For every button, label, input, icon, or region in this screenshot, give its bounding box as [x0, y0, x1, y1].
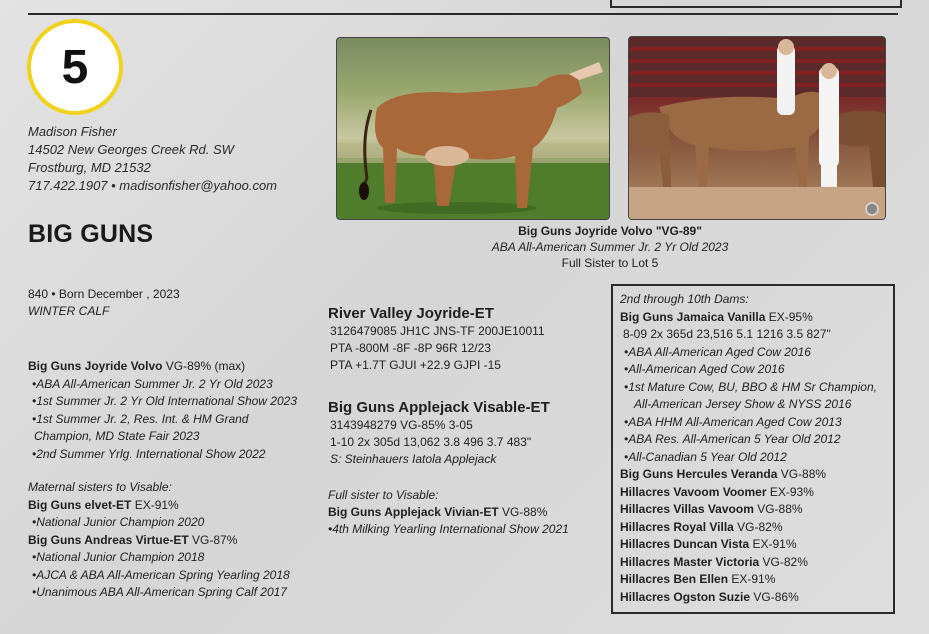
dam-entry-name: Hillacres Villas Vavoom	[620, 502, 754, 516]
dam-name: Big Guns Applejack Visable-ET	[328, 399, 550, 416]
caption-note: Full Sister to Lot 5	[561, 256, 659, 270]
dams-title: 2nd through 10th Dams:	[620, 292, 749, 306]
photo-caption	[475, 223, 745, 271]
dam-entry-name: Hillacres Ben Ellen	[620, 572, 729, 586]
full-sister-achievement: Champion, MD State Fair 2023	[34, 429, 200, 443]
full-sister-heading	[28, 358, 328, 376]
caption-name: Big Guns Joyride Volvo "VG-89"	[518, 224, 702, 238]
dam-sire-line: S: Steinhauers Iatola Applejack	[330, 452, 497, 466]
dam-entry-name: Hillacres Master Victoria	[620, 554, 760, 569]
maternal-sister-score: VG-87%	[188, 532, 238, 547]
farm-name: BIG GUNS	[28, 220, 154, 248]
dam-entry-score: EX-91%	[728, 572, 776, 586]
caption-award: ABA All-American Summer Jr. 2 Yr Old 2023	[491, 240, 729, 254]
dam-entry-name: Hillacres Vavoom Voomer	[620, 484, 767, 499]
full-sister-achievement: •2nd Summer Yrlg. International Show 2022	[32, 446, 266, 461]
dam-entry-score: VG-88%	[777, 467, 827, 481]
dam-full-sister-heading: Full sister to Visable:	[328, 488, 439, 502]
dam-entry-record: 8-09 2x 365d 23,516 5.1 1216 3.5 827"	[623, 327, 831, 341]
dam-full-sister-block	[328, 487, 608, 538]
sire-name: River Valley Joyride-ET	[328, 305, 494, 322]
sire-block	[328, 304, 608, 374]
dam-entry-score: EX-91%	[749, 537, 797, 551]
cow-photo-show-ring	[628, 36, 886, 220]
consignor-address2: Frostburg, MD 21532	[28, 160, 151, 175]
dam-full-sister	[328, 504, 608, 521]
dam-entry-name: Big Guns Hercules Veranda	[620, 467, 778, 481]
dam-entry-score: EX-93%	[766, 484, 814, 499]
animal-info	[28, 286, 180, 320]
dam-full-sister-score: VG-88%	[498, 505, 548, 519]
maternal-sister	[28, 532, 328, 550]
dam-entry-name: Hillacres Royal Villa	[620, 519, 734, 534]
top-rule	[28, 13, 898, 15]
dam-block	[328, 398, 608, 468]
maternal-sister-achievement: •National Junior Champion 2018	[32, 550, 205, 564]
dam-entry-achievement: •ABA All-American Aged Cow 2016	[624, 344, 811, 359]
left-column	[28, 358, 328, 602]
dam-entry	[620, 466, 893, 484]
maternal-sisters-heading: Maternal sisters to Visable:	[28, 480, 172, 494]
dams-box	[611, 284, 895, 614]
dam-entry-name: Hillacres Ogston Suzie	[620, 589, 751, 604]
dam-entry	[620, 309, 893, 327]
full-sister-score: VG-89% (max)	[162, 359, 246, 373]
lot-number: 5	[61, 40, 89, 94]
animal-class: WINTER CALF	[28, 304, 110, 318]
maternal-sister-name: Big Guns elvet-ET	[28, 497, 132, 512]
dam-entry-score: VG-88%	[753, 502, 803, 516]
full-sister-achievement: •ABA All-American Summer Jr. 2 Yr Old 2023	[32, 376, 273, 391]
dam-row: 3143948279 VG-85% 3-05	[330, 418, 473, 432]
sire-row: 3126479085 JH1C JNS-TF 200JE10011	[330, 324, 545, 338]
dam-entry	[620, 554, 893, 572]
full-sister-achievement: •1st Summer Jr. 2 Yr Old International Show 2023	[32, 394, 297, 408]
dam-entry-achievement: •ABA HHM All-American Aged Cow 2013	[624, 414, 842, 429]
dam-full-sister-name: Big Guns Applejack Vivian-ET	[328, 505, 499, 519]
dam-entry-score: VG-86%	[750, 589, 799, 604]
dam-entry	[620, 484, 893, 502]
dam-entry-achievement: •All-American Aged Cow 2016	[624, 362, 785, 376]
dam-entry-achievement: •All-Canadian 5 Year Old 2012	[624, 449, 787, 464]
dam-entry-score: EX-95%	[765, 309, 813, 324]
dam-entry-score: VG-82%	[733, 519, 783, 534]
sire-row: PTA +1.7T GJUI +22.9 GJPI -15	[330, 358, 501, 372]
maternal-sister-achievement: •National Junior Champion 2020	[32, 515, 205, 529]
dam-entry-name: Hillacres Duncan Vista	[620, 537, 750, 551]
consignor-block	[28, 123, 277, 195]
cow-photo-posed	[336, 37, 610, 220]
dam-entry	[620, 501, 893, 519]
full-sister-achievement: •1st Summer Jr. 2, Res. Int. & HM Grand	[32, 411, 249, 426]
dam-entry-achievement: All-American Jersey Show & NYSS 2016	[634, 397, 852, 411]
dam-entry-achievement: •1st Mature Cow, BU, BBO & HM Sr Champion,	[624, 379, 877, 394]
full-sister-name: Big Guns Joyride Volvo	[28, 359, 163, 373]
sire-row: PTA -800M -8F -8P 96R 12/23	[330, 341, 491, 355]
dam-entry-score: VG-82%	[759, 554, 808, 569]
dam-entry	[620, 519, 893, 537]
dam-entry	[620, 589, 893, 607]
consignor-name: Madison Fisher	[28, 124, 117, 139]
dam-entry-name: Big Guns Jamaica Vanilla	[620, 309, 766, 324]
maternal-sister-score: EX-91%	[131, 497, 179, 512]
maternal-sister-achievement: •AJCA & ABA All-American Spring Yearling 2018	[32, 567, 290, 582]
consignor-contact: 717.422.1907 • madisonfisher@yahoo.com	[28, 178, 278, 193]
consignor-address1: 14502 New Georges Creek Rd. SW	[28, 142, 234, 157]
animal-id-birth: 840 • Born December , 2023	[28, 287, 180, 301]
dam-entry	[620, 536, 893, 554]
lot-number-badge	[27, 19, 123, 115]
dam-full-sister-achievement: •4th Milking Yearling International Show 2021	[328, 522, 569, 536]
top-frame	[610, 0, 902, 8]
dam-entry-achievement: •ABA Res. All-American 5 Year Old 2012	[624, 432, 841, 446]
maternal-sister	[28, 497, 328, 515]
dam-row: 1-10 2x 305d 13,062 3.8 496 3.7 483"	[330, 435, 532, 449]
dam-entry	[620, 571, 893, 589]
maternal-sister-name: Big Guns Andreas Virtue-ET	[28, 532, 189, 547]
maternal-sister-achievement: •Unanimous ABA All-American Spring Calf 2017	[32, 585, 287, 599]
